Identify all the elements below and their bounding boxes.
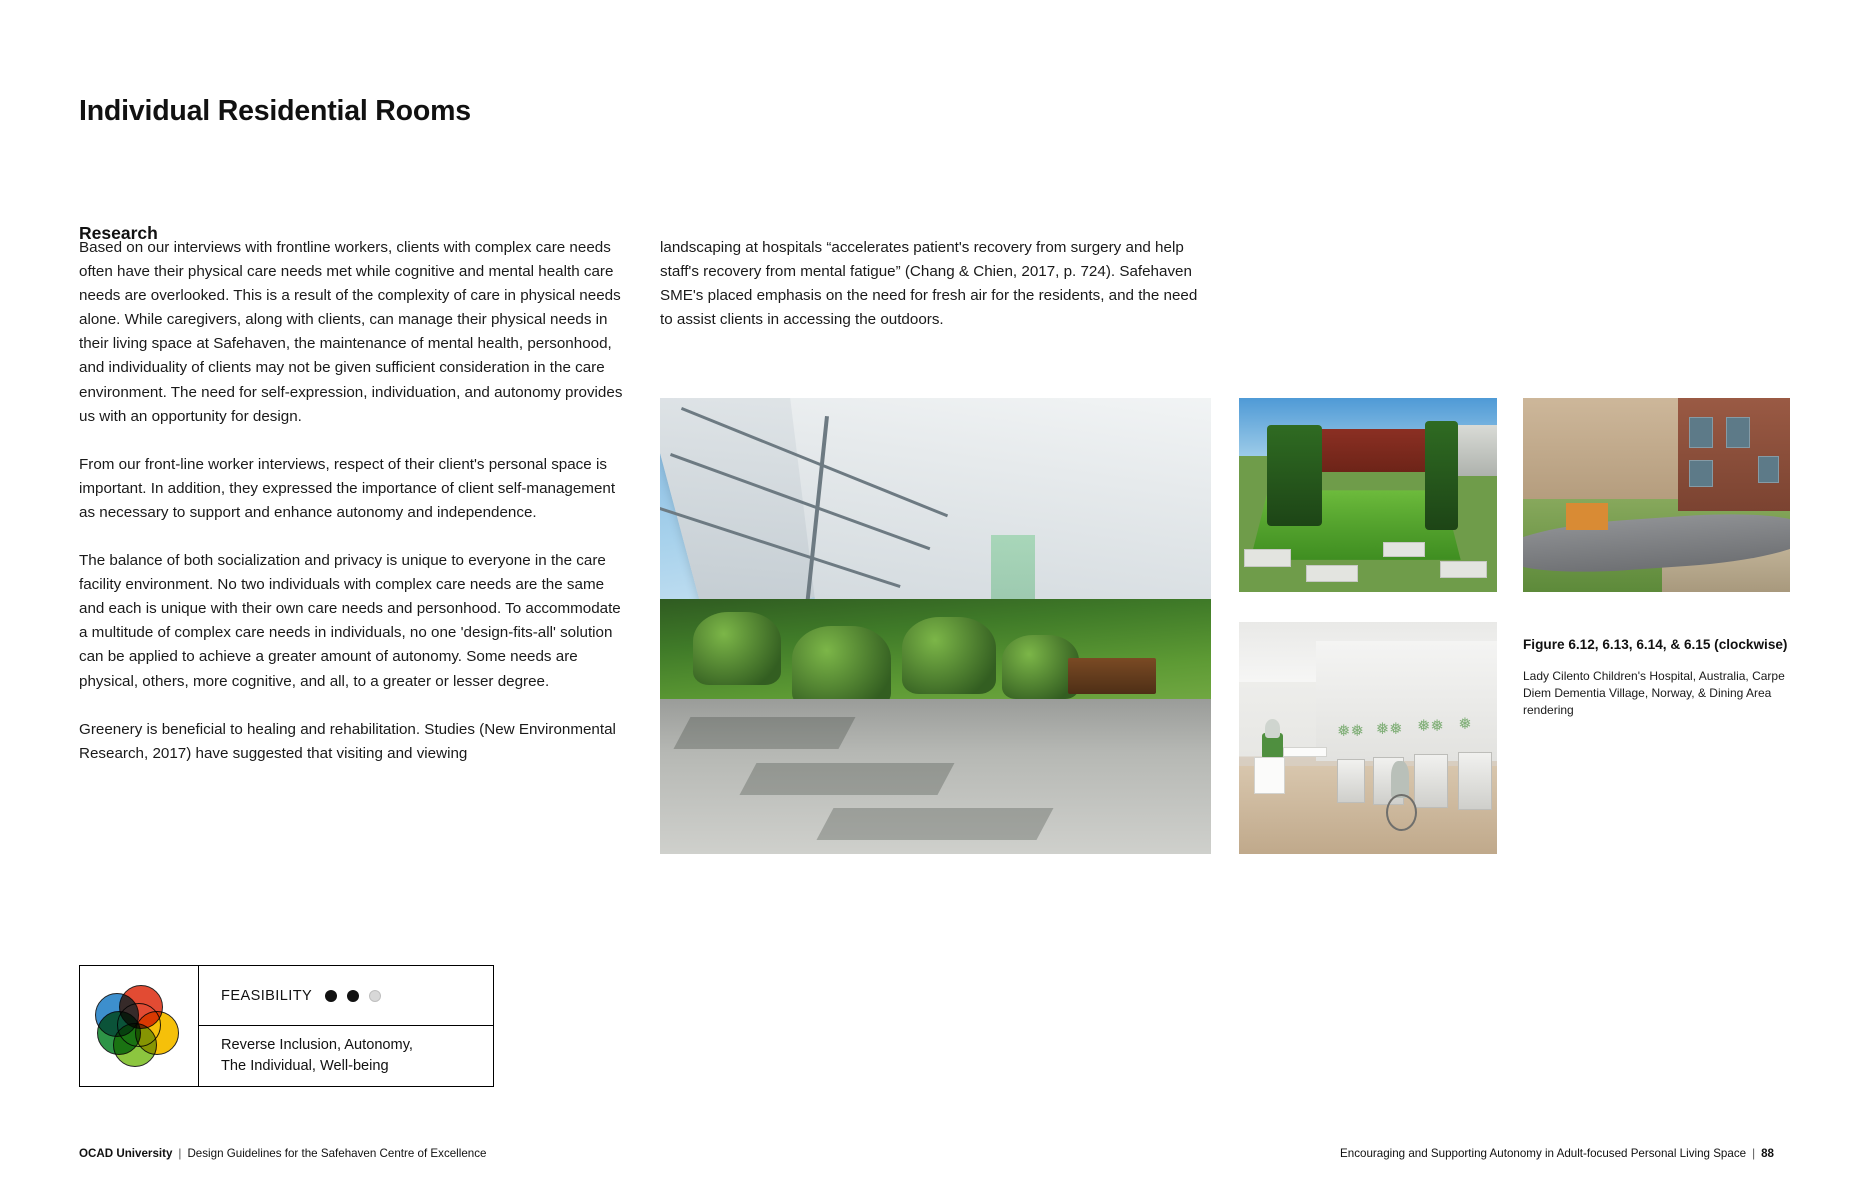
courtyard-brick-building: [1678, 398, 1790, 511]
paving-stone-4: [1440, 561, 1486, 578]
figure-caption-body: Lady Cilento Children's Hospital, Australia, Carpe Diem Dementia Village, Norway, & Dining Area rendering: [1523, 669, 1785, 717]
footer-page-number: 88: [1761, 1147, 1774, 1160]
rendering-wheelchair-wheel: [1386, 794, 1417, 831]
footer-doc-title: Design Guidelines for the Safehaven Centre of Excellence: [187, 1147, 487, 1160]
rendering-plant-1: ❅❅: [1337, 723, 1364, 741]
rating-dot-3-empty: [369, 990, 381, 1002]
courtyard-window-1: [1689, 417, 1713, 448]
paving-stone-1: [1244, 549, 1290, 566]
rendering-plant-3: ❅❅: [1417, 718, 1444, 736]
atrium-shadow-3: [817, 808, 1054, 840]
paving-stone-3: [1383, 542, 1424, 558]
footer-separator-right: |: [1752, 1147, 1756, 1160]
courtyard-window-2: [1726, 417, 1750, 448]
venn-circle-white: [117, 1003, 161, 1047]
rendering-chair: [1254, 757, 1285, 794]
footer-left: [79, 1147, 486, 1160]
feasibility-rating-dots: [325, 990, 381, 1002]
atrium-bench: [1068, 658, 1156, 694]
courtyard-window-4: [1758, 456, 1779, 483]
garden-red-building: [1316, 429, 1435, 472]
courtyard-orange-furniture: [1566, 503, 1609, 530]
feasibility-tags: [221, 1035, 413, 1077]
figure-dementia-village-photo: [1523, 398, 1790, 592]
footer-chapter-title: Encouraging and Supporting Autonomy in Adult-focused Personal Living Space: [1340, 1147, 1747, 1160]
figure-caption: [1523, 636, 1793, 719]
paragraph: The balance of both socialization and privacy is unique to everyone in the care facility environment. No two individuals with complex care needs are the same and each is unique with their own care needs and personhood. To accommodate a multitude of complex care needs in individuals, no one 'design-fits-all' solution can be applied to achieve a greater amount of autonomy. Some needs are physical, others, more cognitive, and all, to a greater or lesser degree.: [79, 552, 621, 690]
feasibility-label: FEASIBILITY: [221, 987, 313, 1004]
figure-main-atrium-photo: [660, 398, 1211, 854]
rendering-planter-1: [1337, 759, 1365, 803]
page-title: Individual Residential Rooms: [79, 95, 471, 128]
feasibility-icon-cell: [80, 966, 199, 1086]
rating-dot-2-filled: [347, 990, 359, 1002]
figure-topiary-garden-photo: [1239, 398, 1497, 592]
courtyard-timber-wall: [1523, 398, 1678, 499]
rendering-plant-2: ❅❅: [1375, 720, 1403, 738]
body-column-right: [660, 236, 1213, 332]
feasibility-content: [199, 966, 493, 1086]
atrium-shrub-3: [902, 617, 996, 695]
atrium-shadow-1: [674, 717, 856, 749]
courtyard-window-3: [1689, 460, 1713, 487]
atrium-shrub-1: [693, 612, 781, 685]
feasibility-tags-line-1: Reverse Inclusion, Autonomy,: [221, 1037, 413, 1053]
atrium-shadow-2: [740, 763, 955, 795]
footer-separator-left: |: [178, 1147, 182, 1160]
feasibility-box: [79, 965, 494, 1087]
rendering-planter-4: [1458, 752, 1492, 810]
rendering-table: [1283, 747, 1327, 756]
rating-dot-1-filled: [325, 990, 337, 1002]
topiary-hedge-left: [1267, 425, 1321, 526]
paragraph: Greenery is beneficial to healing and rehabilitation. Studies (New Environmental Research, 2017) have suggested that visiting and viewing: [79, 720, 616, 762]
paragraph: Based on our interviews with frontline workers, clients with complex care needs often have their physical care needs met while cognitive and mental health care needs are overlooked. This is a result of the complexity of care in physical needs alone. While caregivers, along with clients, can manage their physical needs in their living space at Safehaven, the maintenance of mental health, personhood, and individuality of clients may not be given sufficient consideration in the care environment. The need for self-expression, individuation, and autonomy provides us with an opportunity for design.: [79, 239, 623, 425]
atrium-shrub-2: [792, 626, 891, 708]
section-heading-research: Research: [79, 222, 158, 243]
rendering-back-wall: [1316, 641, 1497, 762]
topiary-hedge-right: [1425, 421, 1459, 530]
rendering-seated-person-head: [1265, 719, 1280, 738]
rendering-planter-3: [1414, 754, 1448, 807]
venn-diagram-icon: [95, 985, 183, 1067]
footer-org: OCAD University: [79, 1147, 173, 1160]
rendering-wheelchair-person: [1391, 761, 1409, 798]
feasibility-tags-row: [199, 1026, 493, 1086]
figure-caption-title: Figure 6.12, 6.13, 6.14, & 6.15 (clockwise): [1523, 637, 1788, 652]
paving-stone-2: [1306, 565, 1358, 582]
rendering-plant-4: ❅: [1458, 716, 1472, 734]
paragraph: From our front-line worker interviews, respect of their client's personal space is important. In addition, they expressed the importance of client self-management as necessary to support and enhance autonomy and independence.: [79, 455, 616, 521]
body-column-left: [79, 236, 632, 766]
footer-right: [1340, 1147, 1774, 1160]
paragraph: landscaping at hospitals “accelerates patient's recovery from surgery and help staff's recovery from mental fatigue” (Chang & Chien, 2017, p. 724). Safehaven SME's placed emphasis on the need for fresh air for the residents, and the need to assist clients in accessing the outdoors.: [660, 239, 1198, 329]
figure-dining-area-rendering: [1239, 622, 1497, 854]
feasibility-tags-line-2: The Individual, Well-being: [221, 1058, 389, 1074]
page-footer: [79, 1147, 1774, 1160]
feasibility-rating-row: [199, 966, 493, 1026]
